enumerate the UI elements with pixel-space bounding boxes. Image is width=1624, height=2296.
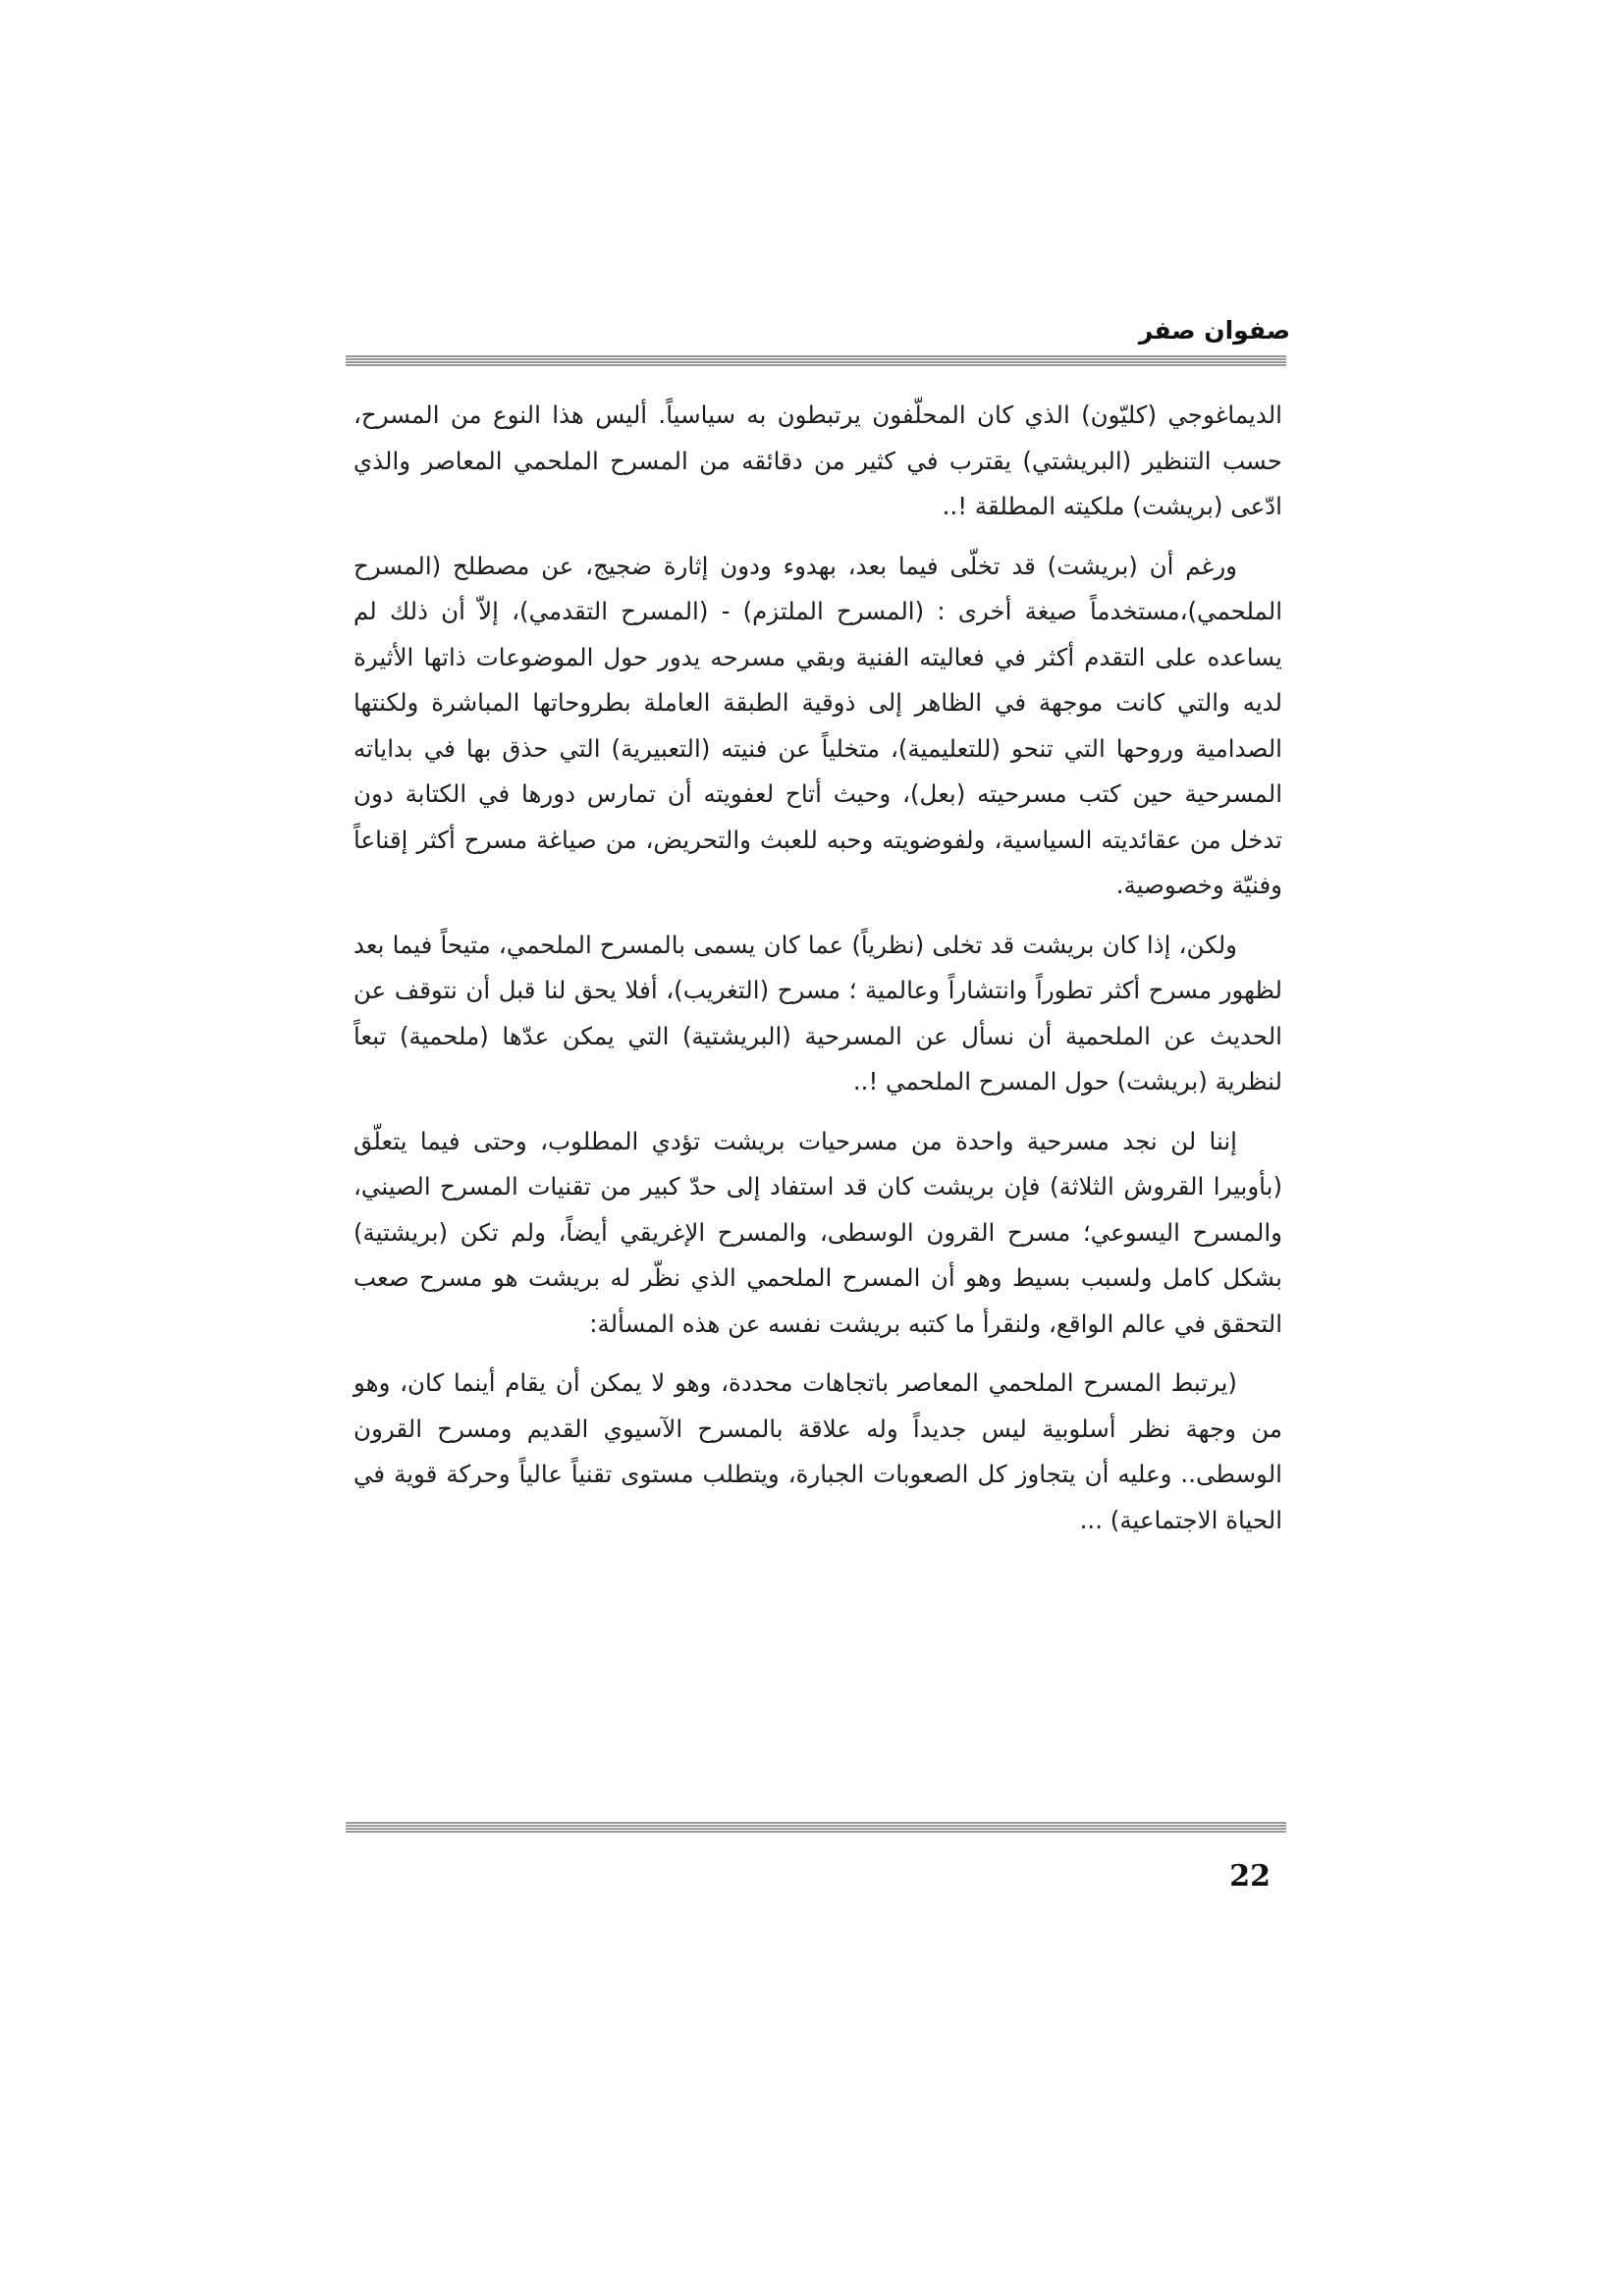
paragraph-1: الديماغوجي (كليّون) الذي كان المحلّفون يرتبطون به سياسياً. أليس هذا النوع من المسرح، حسب التنظير (البريشتي) يقترب في كثير من دقائقه من المسرح الملحمي المعاصر والذي ادّعى (بريشت) ملكيته المطلقة !.. — [353, 400, 1282, 520]
paragraph-3: ولكن، إذا كان بريشت قد تخلى (نظرياً) عما كان يسمى بالمسرح الملحمي، متيحاً فيما بعد لظهور مسرح أكثر تطوراً وانتشاراً وعالمية ؛ مسرح (التغريب)، أفلا يحق لنا قبل أن نتوقف عن الحديث عن الملحمية أن نسأل عن المسرحية (البريشتية) التي يمكن عدّها (ملحمية) تبعاً لنظرية (بريشت) حول المسرح الملحمي !.. — [353, 930, 1282, 1095]
header-rule — [346, 355, 1286, 367]
page-number: 22 — [1229, 1859, 1271, 1894]
paragraph-4: إننا لن نجد مسرحية واحدة من مسرحيات بريشت تؤدي المطلوب، وحتى فيما يتعلّق (بأوبيرا القروش الثلاثة) فإن بريشت كان قد استفاد إلى حدّ كبير من تقنيات المسرح الصيني، والمسرح اليسوعي؛ مسرح القرون الوسطى، والمسرح الإغريقي أيضاً، ولم تكن (بريشتية) بشكل كامل ولسبب بسيط وهو أن المسرح الملحمي الذي نظّر له بريشت هو مسرح صعب التحقق في عالم الواقع، ولنقرأ ما كتبه بريشت نفسه عن هذه المسألة: — [353, 1126, 1282, 1338]
paragraph-2: ورغم أن (بريشت) قد تخلّى فيما بعد، بهدوء ودون إثارة ضجيج، عن مصطلح (المسرح الملحمي)،مستخدماً صيغة أخرى : (المسرح الملتزم) - (المسرح التقدمي)، إلاّ أن ذلك لم يساعده على التقدم أكثر في فعاليته الفنية وبقي مسرحه يدور حول الموضوعات ذاتها الأثيرة لديه والتي كانت موجهة في الظاهر إلى ذوقية الطبقة العاملة بطروحاتها المباشرة ولكنتها الصدامية وروحها التي تنحو (للتعليمية)، متخلياً عن فنيته (التعبيرية) التي حذق بها في بداياته المسرحية حين كتب مسرحيته (بعل)، وحيث أتاح لعفويته أن تمارس دورها في الكتابة دون تدخل من عقائديته السياسية، ولفوضويته وحبه للعبث والتحريض، من صياغة مسرح أكثر إقناعاً وفنيّة وخصوصية. — [353, 551, 1282, 899]
paragraph-5-quotation: (يرتبط المسرح الملحمي المعاصر باتجاهات محددة، وهو لا يمكن أن يقام أينما كان، وهو من وجهة نظر أسلوبية ليس جديداً وله علاقة بالمسرح الآسيوي القديم ومسرح القرون الوسطى.. وعليه أن يتجاوز كل الصعوبات الجبارة، ويتطلب مستوى تقنياً عالياً وحركة قوية في الحياة الاجتماعية) ... — [353, 1368, 1282, 1534]
running-head-author: صفوان صفر — [1138, 316, 1290, 345]
body-text — [353, 393, 1282, 1557]
footer-rule — [346, 1822, 1286, 1834]
